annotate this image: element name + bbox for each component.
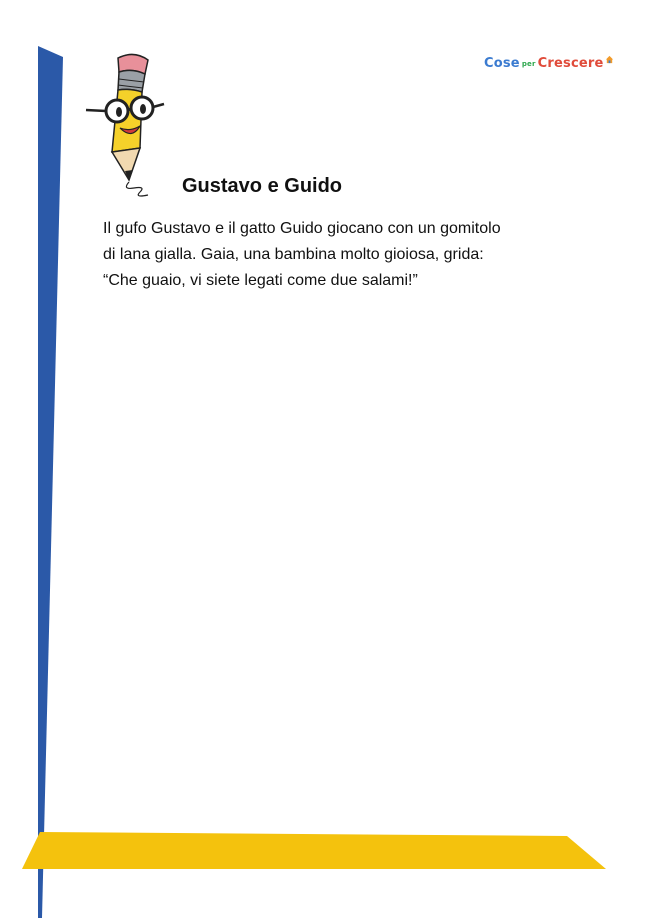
logo-word-per: per <box>521 60 536 68</box>
bottom-yellow-bar <box>22 832 606 869</box>
left-blue-bar <box>38 46 63 918</box>
exercise-text <box>103 216 573 294</box>
text-line: Il gufo Gustavo e il gatto Guido giocano con un gomitolo <box>103 220 501 237</box>
cose-per-crescere-logo <box>484 55 609 77</box>
logo-word-crescere: Crescere <box>537 56 604 71</box>
pencil-mascot-icon <box>82 48 177 208</box>
exercise-title: Gustavo e Guido <box>182 175 343 197</box>
logo-word-cose: Cose <box>484 56 520 71</box>
logo-house-icon <box>605 55 614 64</box>
text-line: di lana gialla. Gaia, una bambina molto gioiosa, grida: <box>103 246 484 263</box>
text-line: “Che guaio, vi siete legati come due salami!” <box>103 272 418 289</box>
